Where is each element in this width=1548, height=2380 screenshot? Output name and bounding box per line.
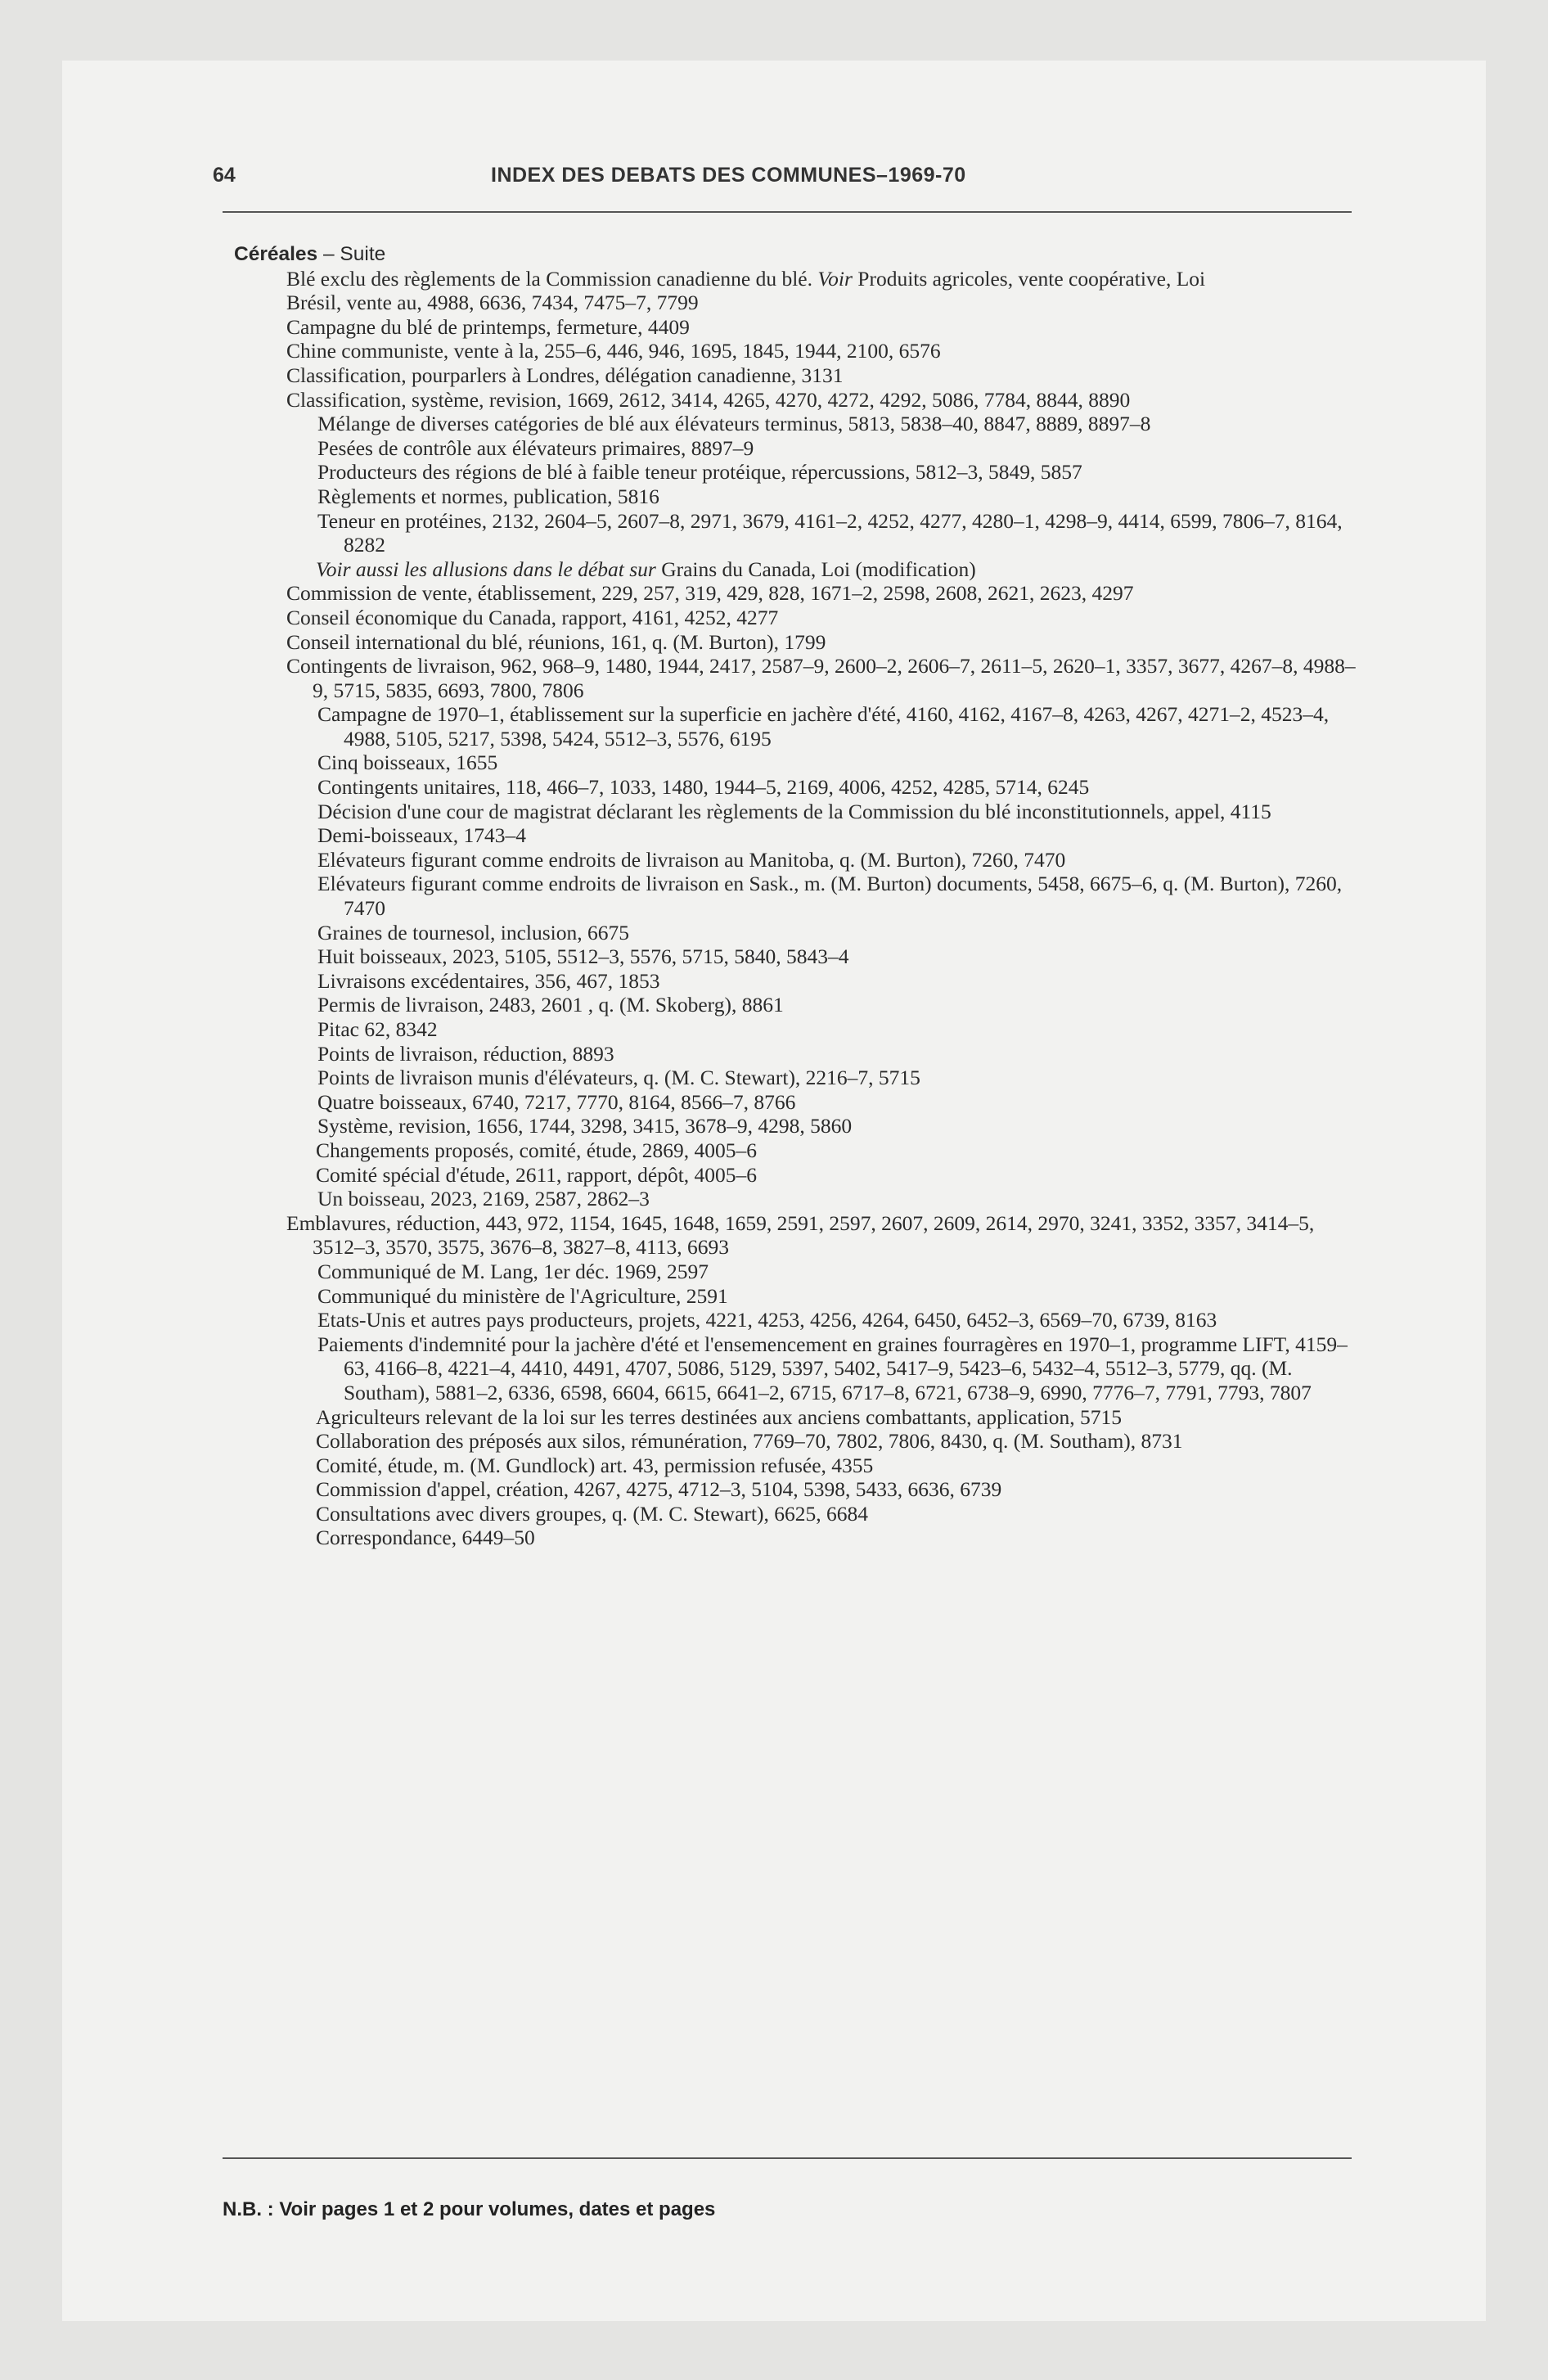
- header-rule: [223, 211, 1352, 213]
- index-entry: [317, 969, 1357, 994]
- index-entry: [317, 1308, 1357, 1332]
- index-entry: [317, 1332, 1357, 1405]
- entry-pre: Elévateurs figurant comme endroits de livraison au Manitoba, q. (M. Burton), 7260, 7470: [317, 847, 1066, 872]
- entry-it: Voir: [817, 266, 853, 291]
- entry-pre: Teneur en protéines, 2132, 2604–5, 2607–8, 2971, 3679, 4161–2, 4252, 4277, 4280–1, 4298–9, 4414, 6599, 7806–7, 8164, 8282: [317, 508, 1343, 557]
- entry-pre: Changements proposés, comité, étude, 2869, 4005–6: [316, 1138, 757, 1162]
- entry-pre: Blé exclu des règlements de la Commission canadienne du blé.: [286, 266, 818, 291]
- entry-pre: Conseil international du blé, réunions, 161, q. (M. Burton), 1799: [286, 629, 826, 654]
- entry-pre: Elévateurs figurant comme endroits de livraison en Sask., m. (M. Burton) documents, 5458, 6675–6, q. (M. Burton), 7260, 7470: [317, 872, 1343, 921]
- index-entry: [317, 1114, 1357, 1138]
- entry-pre: Emblavures, réduction, 443, 972, 1154, 1645, 1648, 1659, 2591, 2597, 2607, 2609, 2614, 2970, 3241, 3352, 3357, 3414–5, 3512–3, 3570, 3575, 3676–8, 3827–8, 4113, 6693: [286, 1210, 1315, 1260]
- entry-pre: Commission d'appel, création, 4267, 4275, 4712–3, 5104, 5398, 5433, 6636, 6739: [316, 1477, 1002, 1502]
- footer-note: N.B. : Voir pages 1 et 2 pour volumes, dates et pages: [223, 2198, 716, 2220]
- entry-pre: Comité, étude, m. (M. Gundlock) art. 43, permission refusée, 4355: [316, 1453, 874, 1477]
- entry-pre: Système, revision, 1656, 1744, 3298, 3415, 3678–9, 4298, 5860: [317, 1114, 853, 1138]
- entry-pre: Quatre boisseaux, 6740, 7217, 7770, 8164, 8566–7, 8766: [317, 1089, 796, 1114]
- index-entry: [317, 1066, 1357, 1090]
- index-entry: [317, 1042, 1357, 1066]
- entry-pre: Classification, pourparlers à Londres, délégation canadienne, 3131: [286, 363, 844, 387]
- entry-pre: Décision d'une cour de magistrat déclarant les règlements de la Commission du blé inconstitutionnels, appel, 4115: [317, 799, 1271, 823]
- index-entry: [317, 1284, 1357, 1309]
- entry-pre: Brésil, vente au, 4988, 6636, 7434, 7475–7, 7799: [286, 291, 699, 315]
- index-entry: [316, 1454, 1357, 1478]
- entry-pre: Graines de tournesol, inclusion, 6675: [317, 920, 630, 944]
- entry-pre: Campagne du blé de printemps, fermeture, 4409: [286, 314, 690, 339]
- entry-pre: Etats-Unis et autres pays producteurs, projets, 4221, 4253, 4256, 4264, 6450, 6452–3, 6569–70, 6739, 8163: [317, 1308, 1217, 1332]
- index-entry: [317, 823, 1357, 848]
- index-entry: [286, 606, 1357, 630]
- entry-pre: Agriculteurs relevant de la loi sur les terres destinées aux anciens combattants, application, 5715: [316, 1404, 1122, 1429]
- section-suffix: – Suite: [322, 243, 386, 265]
- page-title: INDEX DES DEBATS DES COMMUNES–1969-70: [491, 164, 966, 187]
- index-entry: [317, 944, 1357, 969]
- index-entry: [286, 388, 1357, 412]
- index-entry: [286, 315, 1357, 340]
- index-entry: [317, 412, 1357, 436]
- section-label: Céréales: [234, 243, 318, 265]
- section-heading: [234, 242, 1357, 267]
- entry-pre: Chine communiste, vente à la, 255–6, 446, 946, 1695, 1845, 1944, 2100, 6576: [286, 339, 941, 363]
- index-entry: [286, 267, 1357, 291]
- index-entry: [316, 1163, 1357, 1188]
- entry-pre: Comité spécial d'étude, 2611, rapport, dépôt, 4005–6: [316, 1162, 758, 1187]
- entry-pre: Campagne de 1970–1, établissement sur la superficie en jachère d'été, 4160, 4162, 4167–8, 4263, 4267, 4271–2, 4523–4, 4988, 5105, 5217, 5398, 5424, 5512–3, 5576, 6195: [317, 702, 1330, 751]
- entry-pre: Classification, système, revision, 1669, 2612, 3414, 4265, 4270, 4272, 4292, 5086, 7784, 8844, 8890: [286, 387, 1131, 412]
- entry-post: Produits agricoles, vente coopérative, Loi: [852, 266, 1206, 291]
- entry-pre: Huit boisseaux, 2023, 5105, 5512–3, 5576, 5715, 5840, 5843–4: [317, 944, 849, 969]
- index-entry: [286, 630, 1357, 655]
- index-entry: [317, 872, 1357, 920]
- index-content: [234, 242, 1357, 1550]
- entry-pre: Collaboration des préposés aux silos, rémunération, 7769–70, 7802, 7806, 8430, q. (M. Southam), 8731: [316, 1429, 1183, 1454]
- entry-pre: Livraisons excédentaires, 356, 467, 1853: [317, 968, 660, 993]
- entry-pre: Correspondance, 6449–50: [316, 1526, 535, 1550]
- index-entry: [317, 800, 1357, 824]
- index-entry: [316, 1138, 1357, 1163]
- entry-pre: Paiements d'indemnité pour la jachère d'été et l'ensemencement en graines fourragères en 1970–1, programme LIFT, 4159–63, 4166–8, 4221–4, 4410, 4491, 4707, 5086, 5129, 5397, 5402, 5417–9, 5423–6, 5432–4, 5512–3, 5779, qq. (M. Southam), 5881–2, 6336, 6598, 6604, 6615, 6641–2, 6715, 6717–8, 6721, 6738–9, 6990, 7776–7, 7791, 7793, 7807: [317, 1332, 1348, 1404]
- index-entry: [286, 339, 1357, 363]
- page-header: [190, 164, 1352, 196]
- entry-post: Grains du Canada, Loi (modification): [655, 557, 976, 581]
- index-entry: [316, 1477, 1357, 1502]
- entry-pre: Un boisseau, 2023, 2169, 2587, 2862–3: [317, 1187, 650, 1211]
- index-entry: [316, 1502, 1357, 1526]
- index-entry: [316, 1429, 1357, 1454]
- entry-pre: Pesées de contrôle aux élévateurs primaires, 8897–9: [317, 435, 754, 460]
- footer-rule: [223, 2157, 1352, 2159]
- index-entry: [286, 363, 1357, 388]
- entry-pre: Règlements et normes, publication, 5816: [317, 484, 659, 508]
- index-entry: [317, 460, 1357, 485]
- entry-pre: Demi-boisseaux, 1743–4: [317, 823, 526, 848]
- index-entry: [317, 509, 1357, 557]
- entry-pre: Communiqué de M. Lang, 1er déc. 1969, 2597: [317, 1259, 709, 1283]
- index-entry: [317, 436, 1357, 461]
- index-entry: [316, 557, 1357, 582]
- index-entry: [286, 1211, 1357, 1260]
- index-entry: [317, 1090, 1357, 1115]
- entry-it: Voir aussi les allusions dans le débat sur: [316, 557, 656, 581]
- entry-pre: Commission de vente, établissement, 229, 257, 319, 429, 828, 1671–2, 2598, 2608, 2621, 2623, 4297: [286, 581, 1134, 606]
- entry-pre: Mélange de diverses catégories de blé aux élévateurs terminus, 5813, 5838–40, 8847, 8889, 8897–8: [317, 412, 1151, 436]
- index-entry: [317, 485, 1357, 509]
- index-entry: [317, 751, 1357, 775]
- index-entry: [317, 775, 1357, 800]
- index-entry: [317, 702, 1357, 751]
- index-entry: [317, 848, 1357, 872]
- entry-pre: Cinq boisseaux, 1655: [317, 751, 498, 775]
- index-entry: [317, 1187, 1357, 1211]
- entry-pre: Permis de livraison, 2483, 2601 , q. (M. Skoberg), 8861: [317, 993, 784, 1017]
- index-entry: [286, 654, 1357, 702]
- entry-pre: Points de livraison munis d'élévateurs, q. (M. C. Stewart), 2216–7, 5715: [317, 1066, 920, 1090]
- entry-pre: Points de livraison, réduction, 8893: [317, 1041, 614, 1066]
- index-entry: [316, 1405, 1357, 1430]
- page-number: 64: [213, 164, 236, 187]
- entry-pre: Contingents unitaires, 118, 466–7, 1033, 1480, 1944–5, 2169, 4006, 4252, 4285, 5714, 6245: [317, 775, 1090, 800]
- index-entry: [317, 1260, 1357, 1284]
- index-entry: [317, 1017, 1357, 1042]
- index-entry: [286, 291, 1357, 315]
- index-entry: [286, 581, 1357, 606]
- index-entry: [317, 921, 1357, 945]
- index-entry: [316, 1526, 1357, 1550]
- entry-pre: Conseil économique du Canada, rapport, 4161, 4252, 4277: [286, 605, 779, 629]
- entry-pre: Contingents de livraison, 962, 968–9, 1480, 1944, 2417, 2587–9, 2600–2, 2606–7, 2611–5, 2620–1, 3357, 3677, 4267–8, 4988–9, 5715, 5835, 6693, 7800, 7806: [286, 654, 1356, 702]
- entry-pre: Producteurs des régions de blé à faible teneur protéique, répercussions, 5812–3, 5849, 5857: [317, 460, 1082, 485]
- entry-pre: Pitac 62, 8342: [317, 1017, 438, 1041]
- index-entry: [317, 993, 1357, 1017]
- entry-pre: Consultations avec divers groupes, q. (M. C. Stewart), 6625, 6684: [316, 1501, 868, 1526]
- entry-pre: Communiqué du ministère de l'Agriculture, 2591: [317, 1283, 728, 1308]
